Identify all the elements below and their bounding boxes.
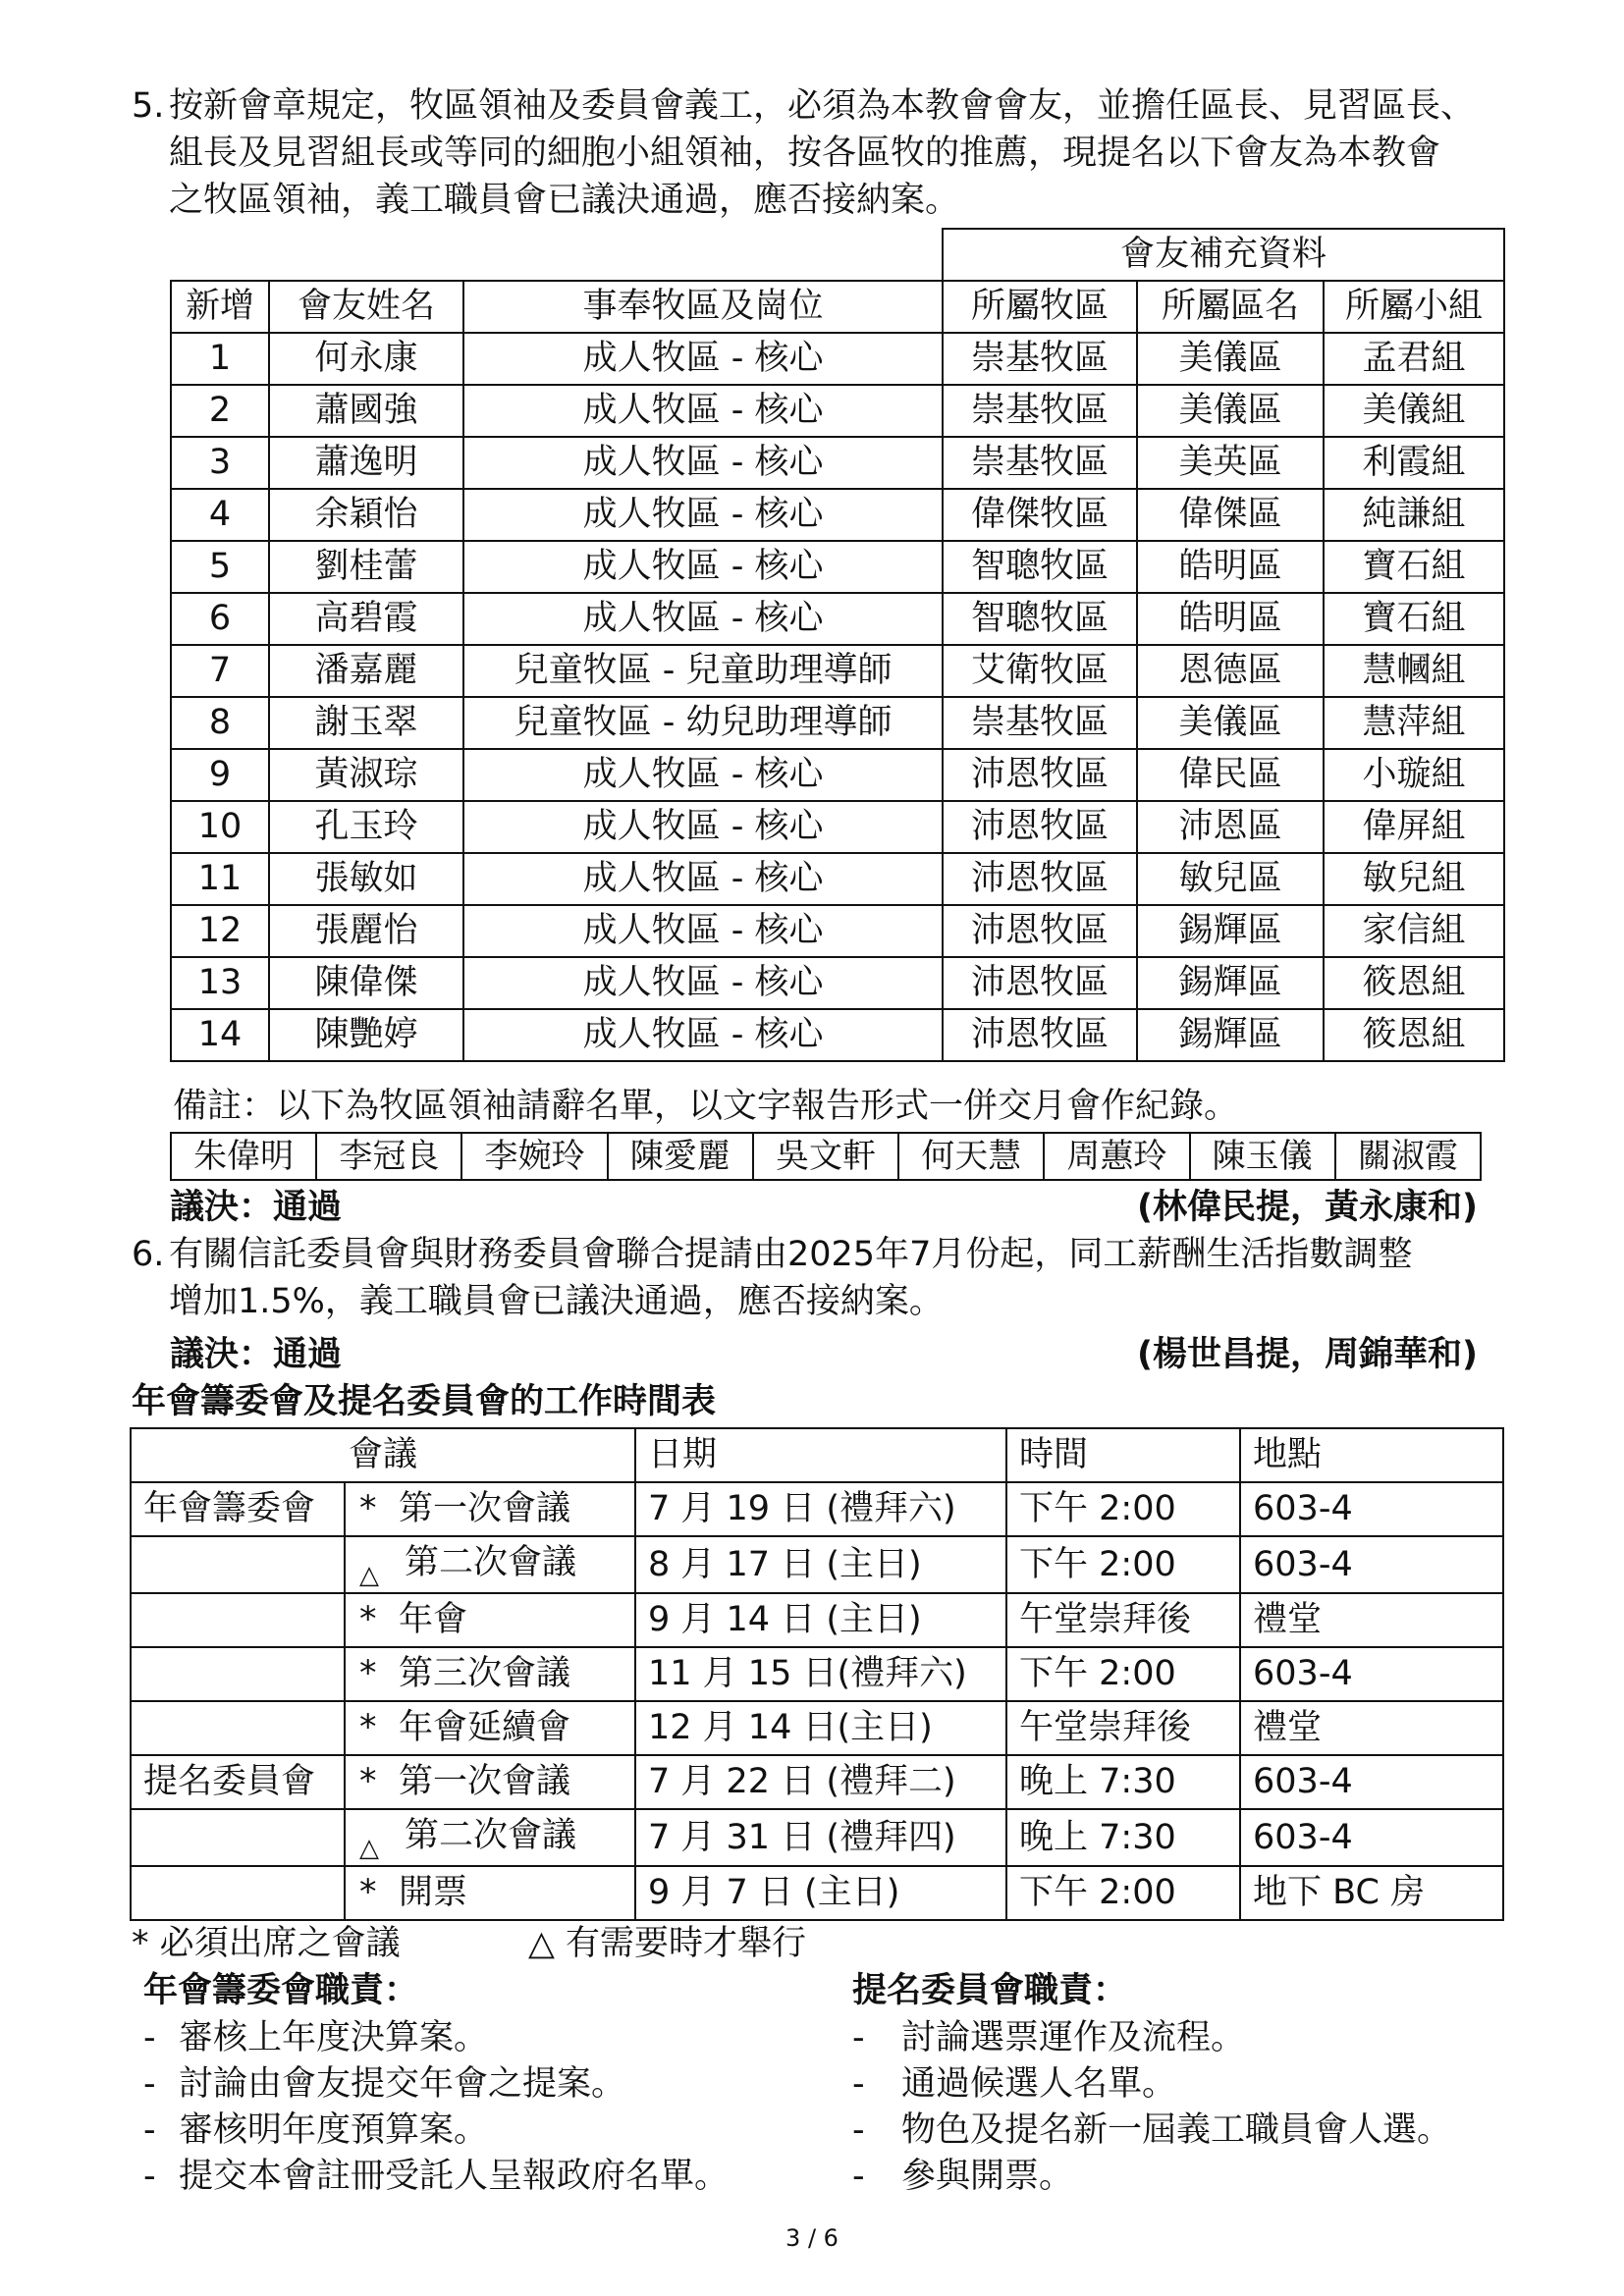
group-cell: 家信組 (1324, 905, 1504, 957)
resigned-name-cell: 何天慧 (898, 1133, 1044, 1180)
table-row (131, 1482, 1503, 1536)
place-cell: 603-4 (1240, 1536, 1503, 1593)
schedule-header-row (131, 1428, 1503, 1482)
zone-cell: 皓明區 (1137, 593, 1324, 645)
meeting-name: 第二次會議 (405, 1816, 577, 1855)
item-6-number: 6. (132, 1235, 165, 1274)
ministry-role-cell: 成人牧區 - 核心 (463, 957, 943, 1009)
leaders-table (170, 228, 1505, 1062)
bullet: - (852, 2110, 865, 2150)
zone-cell: 美儀區 (1137, 333, 1324, 385)
committee-cell (131, 1536, 345, 1593)
zone-cell: 錫輝區 (1137, 957, 1324, 1009)
ministry-role-cell: 成人牧區 - 核心 (463, 905, 943, 957)
district-cell: 崇基牧區 (943, 385, 1137, 437)
col-header-role: 事奉牧區及崗位 (463, 281, 943, 333)
duty-item (852, 2015, 1451, 2061)
table-row (171, 489, 1504, 541)
date-cell: 9 月 7 日 (主日) (635, 1866, 1006, 1920)
duty-text: 討論選票運作及流程。 (901, 2018, 1246, 2057)
member-name-cell: 劉桂蕾 (269, 541, 463, 593)
duty-item (852, 2061, 1451, 2108)
bullet: - (143, 2018, 156, 2057)
resigned-name-cell: 李冠良 (316, 1133, 461, 1180)
date-cell: 9 月 14 日 (主日) (635, 1593, 1006, 1647)
page-number: 3 / 6 (785, 2224, 839, 2252)
bullet: - (852, 2064, 865, 2104)
group-cell: 純謙組 (1324, 489, 1504, 541)
zone-cell: 偉傑區 (1137, 489, 1324, 541)
district-cell: 崇基牧區 (943, 333, 1137, 385)
group-cell: 小璇組 (1324, 749, 1504, 801)
district-cell: 崇基牧區 (943, 697, 1137, 749)
legend-optional: △ 有需要時才舉行 (528, 1924, 807, 1963)
place-cell: 603-4 (1240, 1809, 1503, 1866)
row-number-cell: 11 (171, 853, 269, 905)
item-5-number: 5. (132, 86, 165, 126)
optional-mark: △ (359, 1834, 379, 1863)
required-mark: * (359, 1708, 377, 1747)
meeting-name: 第一次會議 (399, 1489, 571, 1528)
district-cell: 偉傑牧區 (943, 489, 1137, 541)
member-name-cell: 高碧霞 (269, 593, 463, 645)
resigned-name-cell: 關淑霞 (1335, 1133, 1481, 1180)
duty-text: 參與開票。 (901, 2157, 1074, 2196)
required-mark: * (359, 1489, 377, 1528)
duty-item (143, 2061, 729, 2108)
place-cell: 地下 BC 房 (1240, 1866, 1503, 1920)
row-number-cell: 6 (171, 593, 269, 645)
ministry-role-cell: 兒童牧區 - 幼兒助理導師 (463, 697, 943, 749)
zone-cell: 錫輝區 (1137, 1009, 1324, 1061)
resigned-name-cell: 周蕙玲 (1044, 1133, 1189, 1180)
duty-item (852, 2108, 1451, 2154)
duty-item (143, 2154, 729, 2200)
table-row (131, 1755, 1503, 1809)
district-cell: 沛恩牧區 (943, 905, 1137, 957)
place-cell: 603-4 (1240, 1755, 1503, 1809)
table-row (171, 749, 1504, 801)
resignation-remark: 備註：以下為牧區領袖請辭名單，以文字報告形式一併交月會作紀錄。 (173, 1087, 1239, 1126)
zone-cell: 美儀區 (1137, 385, 1324, 437)
group-cell: 寶石組 (1324, 593, 1504, 645)
group-cell: 孟君組 (1324, 333, 1504, 385)
meeting-name: 第一次會議 (399, 1762, 571, 1801)
table-row (171, 333, 1504, 385)
place-cell: 禮堂 (1240, 1593, 1503, 1647)
meeting-name: 年會延續會 (399, 1708, 571, 1747)
item-5-line-2: 組長及見習組長或等同的細胞小組領袖，按各區牧的推薦，現提名以下會友為本教會 (169, 133, 1441, 173)
group-cell: 敏兒組 (1324, 853, 1504, 905)
time-cell: 晚上 7:30 (1006, 1755, 1240, 1809)
date-cell: 7 月 31 日 (禮拜四) (635, 1809, 1006, 1866)
organizing-duties-list (143, 2015, 729, 2200)
resolution-6-label: 議決：通過 (170, 1335, 343, 1374)
zone-cell: 錫輝區 (1137, 905, 1324, 957)
resolution-5-movers: (林偉民提，黃永康和) (1137, 1188, 1478, 1227)
ministry-role-cell: 成人牧區 - 核心 (463, 541, 943, 593)
zone-cell: 皓明區 (1137, 541, 1324, 593)
group-cell: 偉屏組 (1324, 801, 1504, 853)
date-cell: 12 月 14 日(主日) (635, 1701, 1006, 1755)
duty-item (852, 2154, 1451, 2200)
group-cell: 慧幗組 (1324, 645, 1504, 697)
table-row (131, 1647, 1503, 1701)
member-name-cell: 謝玉翠 (269, 697, 463, 749)
time-cell: 午堂崇拜後 (1006, 1701, 1240, 1755)
member-name-cell: 潘嘉麗 (269, 645, 463, 697)
member-name-cell: 張敏如 (269, 853, 463, 905)
meeting-name: 第三次會議 (399, 1654, 571, 1693)
leaders-header-row (171, 281, 1504, 333)
table-row (171, 853, 1504, 905)
row-number-cell: 5 (171, 541, 269, 593)
time-cell: 下午 2:00 (1006, 1866, 1240, 1920)
place-cell: 603-4 (1240, 1647, 1503, 1701)
organizing-duties-title: 年會籌委會職責： (143, 1971, 419, 2010)
item-6-line-2: 增加1.5%，義工職員會已議決通過，應否接納案。 (169, 1282, 944, 1321)
district-cell: 沛恩牧區 (943, 749, 1137, 801)
group-cell: 筱恩組 (1324, 1009, 1504, 1061)
zone-cell: 美英區 (1137, 437, 1324, 489)
col-header-name: 會友姓名 (269, 281, 463, 333)
committee-cell (131, 1809, 345, 1866)
member-name-cell: 何永康 (269, 333, 463, 385)
ministry-role-cell: 成人牧區 - 核心 (463, 333, 943, 385)
row-number-cell: 8 (171, 697, 269, 749)
member-name-cell: 陳偉傑 (269, 957, 463, 1009)
meeting-cell (345, 1755, 635, 1809)
col-header-new: 新增 (171, 281, 269, 333)
row-number-cell: 13 (171, 957, 269, 1009)
required-mark: * (359, 1873, 377, 1912)
group-cell: 筱恩組 (1324, 957, 1504, 1009)
meeting-cell (345, 1536, 635, 1593)
table-row (171, 957, 1504, 1009)
group-cell: 利霞組 (1324, 437, 1504, 489)
duty-text: 提交本會註冊受託人呈報政府名單。 (179, 2157, 730, 2196)
col-header-zone: 所屬區名 (1137, 281, 1324, 333)
duty-item (143, 2015, 729, 2061)
ministry-role-cell: 成人牧區 - 核心 (463, 593, 943, 645)
table-row (171, 645, 1504, 697)
group-cell: 慧萍組 (1324, 697, 1504, 749)
bullet: - (143, 2157, 156, 2196)
ministry-role-cell: 成人牧區 - 核心 (463, 801, 943, 853)
committee-cell (131, 1866, 345, 1920)
member-name-cell: 孔玉玲 (269, 801, 463, 853)
table-row (131, 1593, 1503, 1647)
col-header-district: 所屬牧區 (943, 281, 1137, 333)
district-cell: 崇基牧區 (943, 437, 1137, 489)
resigned-names-row (171, 1133, 1481, 1180)
ministry-role-cell: 成人牧區 - 核心 (463, 489, 943, 541)
zone-cell: 沛恩區 (1137, 801, 1324, 853)
time-cell: 下午 2:00 (1006, 1647, 1240, 1701)
committee-cell (131, 1647, 345, 1701)
time-cell: 午堂崇拜後 (1006, 1593, 1240, 1647)
table-row (131, 1809, 1503, 1866)
duty-text: 審核上年度決算案。 (179, 2018, 489, 2057)
col-header-meeting: 會議 (131, 1428, 635, 1482)
bullet: - (143, 2110, 156, 2150)
resigned-name-cell: 陳愛麗 (608, 1133, 753, 1180)
duty-text: 通過候選人名單。 (901, 2064, 1177, 2104)
resolution-5-label: 議決：通過 (170, 1188, 343, 1227)
ministry-role-cell: 兒童牧區 - 兒童助理導師 (463, 645, 943, 697)
zone-cell: 恩德區 (1137, 645, 1324, 697)
table-row (171, 593, 1504, 645)
row-number-cell: 3 (171, 437, 269, 489)
duty-text: 審核明年度預算案。 (179, 2110, 489, 2150)
schedule-table (130, 1427, 1504, 1921)
member-name-cell: 蕭國強 (269, 385, 463, 437)
committee-cell: 年會籌委會 (131, 1482, 345, 1536)
duty-item (143, 2108, 729, 2154)
district-cell: 智聰牧區 (943, 541, 1137, 593)
meeting-name: 開票 (399, 1873, 468, 1912)
committee-cell (131, 1701, 345, 1755)
table-row (171, 801, 1504, 853)
col-header-group: 所屬小組 (1324, 281, 1504, 333)
meeting-name: 第二次會議 (405, 1543, 577, 1582)
meeting-cell (345, 1647, 635, 1701)
date-cell: 11 月 15 日(禮拜六) (635, 1647, 1006, 1701)
meeting-cell (345, 1593, 635, 1647)
row-number-cell: 14 (171, 1009, 269, 1061)
row-number-cell: 1 (171, 333, 269, 385)
item-5-line-1: 按新會章規定，牧區領袖及委員會義工，必須為本教會會友，並擔任區長、見習區長、 (169, 86, 1476, 126)
date-cell: 8 月 17 日 (主日) (635, 1536, 1006, 1593)
table-row (131, 1701, 1503, 1755)
duty-text: 物色及提名新一屆義工職員會人選。 (901, 2110, 1452, 2150)
row-number-cell: 10 (171, 801, 269, 853)
date-cell: 7 月 19 日 (禮拜六) (635, 1482, 1006, 1536)
district-cell: 艾衛牧區 (943, 645, 1137, 697)
schedule-title: 年會籌委會及提名委員會的工作時間表 (132, 1382, 717, 1421)
supplementary-info-header: 會友補充資料 (943, 229, 1504, 281)
meeting-cell (345, 1809, 635, 1866)
bullet: - (143, 2064, 156, 2104)
row-number-cell: 7 (171, 645, 269, 697)
table-row (171, 437, 1504, 489)
meeting-cell (345, 1701, 635, 1755)
resigned-name-cell: 李婉玲 (461, 1133, 607, 1180)
member-name-cell: 蕭逸明 (269, 437, 463, 489)
zone-cell: 敏兒區 (1137, 853, 1324, 905)
place-cell: 603-4 (1240, 1482, 1503, 1536)
group-cell: 寶石組 (1324, 541, 1504, 593)
district-cell: 智聰牧區 (943, 593, 1137, 645)
required-mark: * (359, 1600, 377, 1639)
item-6-line-1: 有關信託委員會與財務委員會聯合提請由2025年7月份起，同工薪酬生活指數調整 (169, 1235, 1413, 1274)
meeting-cell (345, 1866, 635, 1920)
ministry-role-cell: 成人牧區 - 核心 (463, 385, 943, 437)
member-name-cell: 張麗怡 (269, 905, 463, 957)
nomination-duties-title: 提名委員會職責： (852, 1971, 1128, 2010)
group-cell: 美儀組 (1324, 385, 1504, 437)
col-header-date: 日期 (635, 1428, 1006, 1482)
table-row (171, 385, 1504, 437)
resigned-name-cell: 吳文軒 (753, 1133, 898, 1180)
member-name-cell: 黃淑琮 (269, 749, 463, 801)
col-header-time: 時間 (1006, 1428, 1240, 1482)
zone-cell: 偉民區 (1137, 749, 1324, 801)
date-cell: 7 月 22 日 (禮拜二) (635, 1755, 1006, 1809)
district-cell: 沛恩牧區 (943, 853, 1137, 905)
place-cell: 禮堂 (1240, 1701, 1503, 1755)
row-number-cell: 2 (171, 385, 269, 437)
committee-cell (131, 1593, 345, 1647)
member-name-cell: 陳艷婷 (269, 1009, 463, 1061)
col-header-place: 地點 (1240, 1428, 1503, 1482)
duty-text: 討論由會友提交年會之提案。 (179, 2064, 626, 2104)
time-cell: 下午 2:00 (1006, 1482, 1240, 1536)
legend-required: * 必須出席之會議 (132, 1924, 401, 1963)
district-cell: 沛恩牧區 (943, 957, 1137, 1009)
member-name-cell: 余穎怡 (269, 489, 463, 541)
table-row (171, 697, 1504, 749)
ministry-role-cell: 成人牧區 - 核心 (463, 1009, 943, 1061)
bullet: - (852, 2018, 865, 2057)
table-row (171, 905, 1504, 957)
resigned-name-cell: 朱偉明 (171, 1133, 316, 1180)
bullet: - (852, 2157, 865, 2196)
ministry-role-cell: 成人牧區 - 核心 (463, 853, 943, 905)
committee-cell: 提名委員會 (131, 1755, 345, 1809)
item-5-line-3: 之牧區領袖，義工職員會已議決通過，應否接納案。 (169, 181, 960, 220)
zone-cell: 美儀區 (1137, 697, 1324, 749)
meeting-name: 年會 (399, 1600, 468, 1639)
row-number-cell: 4 (171, 489, 269, 541)
district-cell: 沛恩牧區 (943, 801, 1137, 853)
required-mark: * (359, 1654, 377, 1693)
table-row (131, 1866, 1503, 1920)
row-number-cell: 9 (171, 749, 269, 801)
nomination-duties-list (852, 2015, 1451, 2200)
row-number-cell: 12 (171, 905, 269, 957)
ministry-role-cell: 成人牧區 - 核心 (463, 437, 943, 489)
item-6 (132, 1231, 1526, 1325)
resigned-name-cell: 陳玉儀 (1190, 1133, 1335, 1180)
resolution-6-movers: (楊世昌提，周錦華和) (1137, 1335, 1478, 1374)
table-row (171, 1009, 1504, 1061)
ministry-role-cell: 成人牧區 - 核心 (463, 749, 943, 801)
item-5 (132, 82, 1526, 224)
district-cell: 沛恩牧區 (943, 1009, 1137, 1061)
meeting-cell (345, 1482, 635, 1536)
required-mark: * (359, 1762, 377, 1801)
time-cell: 晚上 7:30 (1006, 1809, 1240, 1866)
time-cell: 下午 2:00 (1006, 1536, 1240, 1593)
table-row (171, 541, 1504, 593)
optional-mark: △ (359, 1561, 379, 1590)
resigned-names-table (170, 1132, 1482, 1181)
table-row (131, 1536, 1503, 1593)
